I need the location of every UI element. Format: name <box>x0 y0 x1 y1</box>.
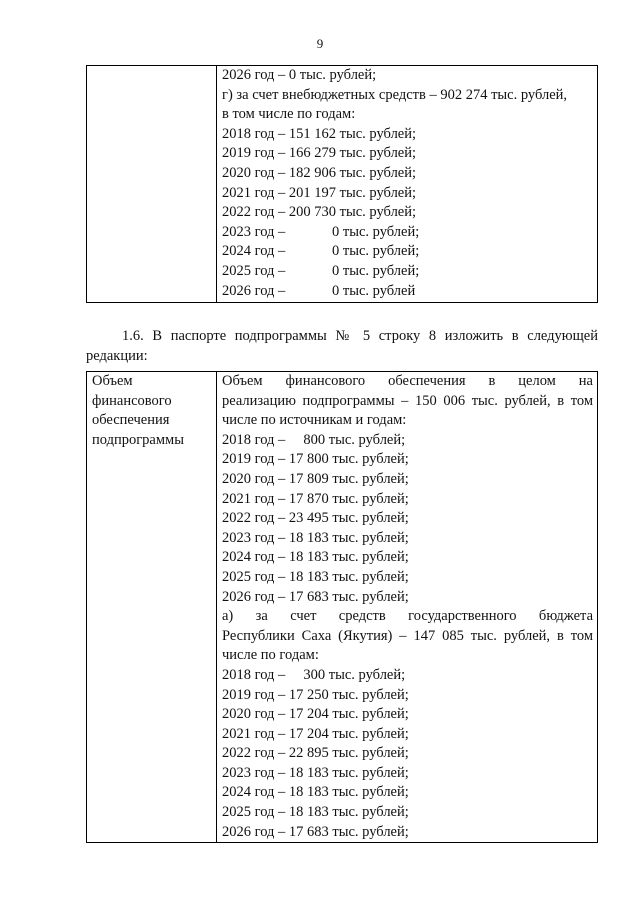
subprogram-funding-table <box>86 371 598 843</box>
year-amount-line: 2024 год – 18 183 тыс. рублей; <box>222 784 409 801</box>
year-amount-line: 2026 год – 17 683 тыс. рублей; <box>222 823 409 840</box>
text-line: Объем финансового обеспечения в целом на <box>222 373 593 389</box>
year-amount-line: 2021 год – 17 870 тыс. рублей; <box>222 490 409 507</box>
year-amount-line: 2019 год – 17 250 тыс. рублей; <box>222 686 409 703</box>
row-title-line: обеспечения <box>92 412 170 429</box>
table1-right-cell <box>217 66 598 303</box>
row-title-line: подпрограммы <box>92 431 184 448</box>
year-amount-line: 2020 год – 17 809 тыс. рублей; <box>222 470 409 487</box>
text-line: реализацию подпрограммы – 150 006 тыс. рублей, в том <box>222 392 593 409</box>
year-label: 2026 год – <box>222 282 286 299</box>
paragraph-line: редакции: <box>86 348 148 364</box>
year-amount-row <box>222 262 593 282</box>
text-line: числе по годам: <box>222 647 319 664</box>
text-line: Республики Саха (Якутия) – 147 085 тыс. рублей, в том <box>222 627 593 644</box>
text-line: 2019 год – 166 279 тыс. рублей; <box>222 145 417 162</box>
year-label: 2024 год – <box>222 243 286 260</box>
amount-label: 0 тыс. рублей; <box>332 243 420 260</box>
page-number: 9 <box>316 36 324 51</box>
year-amount-line: 2018 год – 800 тыс. рублей; <box>222 431 406 448</box>
year-amount-line: 2024 год – 18 183 тыс. рублей; <box>222 549 409 566</box>
funding-table-continued <box>86 65 598 303</box>
year-amount-row <box>222 223 593 243</box>
year-amount-line: 2018 год – 300 тыс. рублей; <box>222 666 406 683</box>
row-title-line: Объем <box>92 373 133 389</box>
amount-label: 0 тыс. рублей; <box>332 223 420 240</box>
year-amount-line: 2023 год – 18 183 тыс. рублей; <box>222 764 409 781</box>
row-title-line: финансового <box>92 392 172 409</box>
amount-label: 0 тыс. рублей; <box>332 262 420 279</box>
table1-left-cell <box>87 66 217 303</box>
text-line: в том числе по годам: <box>222 106 356 123</box>
year-amount-line: 2022 год – 23 495 тыс. рублей; <box>222 510 409 527</box>
paragraph-line: 1.6. В паспорте подпрограммы № 5 строку 8 изложить в следующей <box>122 328 598 344</box>
amount-label: 0 тыс. рублей <box>332 282 416 299</box>
year-label: 2025 год – <box>222 262 286 279</box>
text-line: 2022 год – 200 730 тыс. рублей; <box>222 204 417 221</box>
year-amount-line: 2023 год – 18 183 тыс. рублей; <box>222 529 409 546</box>
year-amount-line: 2022 год – 22 895 тыс. рублей; <box>222 745 409 762</box>
year-amount-row <box>222 242 593 262</box>
text-line: г) за счет внебюджетных средств – 902 274 тыс. рублей, <box>222 86 568 103</box>
text-line: 2018 год – 151 162 тыс. рублей; <box>222 125 417 142</box>
amendment-paragraph <box>86 326 598 366</box>
table2-right-cell <box>217 372 598 843</box>
year-amount-line: 2021 год – 17 204 тыс. рублей; <box>222 725 409 742</box>
table2-left-cell <box>87 372 217 843</box>
year-amount-line: 2025 год – 18 183 тыс. рублей; <box>222 804 409 821</box>
text-line: а) за счет средств государственного бюджета <box>222 608 593 625</box>
year-amount-line: 2025 год – 18 183 тыс. рублей; <box>222 568 409 585</box>
text-line: 2021 год – 201 197 тыс. рублей; <box>222 184 417 201</box>
text-line: 2026 год – 0 тыс. рублей; <box>222 67 377 83</box>
year-amount-line: 2026 год – 17 683 тыс. рублей; <box>222 588 409 605</box>
year-amount-line: 2019 год – 17 800 тыс. рублей; <box>222 451 409 468</box>
year-label: 2023 год – <box>222 223 286 240</box>
year-amount-row <box>222 282 593 302</box>
text-line: 2020 год – 182 906 тыс. рублей; <box>222 164 417 181</box>
year-amount-line: 2020 год – 17 204 тыс. рублей; <box>222 706 409 723</box>
text-line: числе по источникам и годам: <box>222 412 407 429</box>
